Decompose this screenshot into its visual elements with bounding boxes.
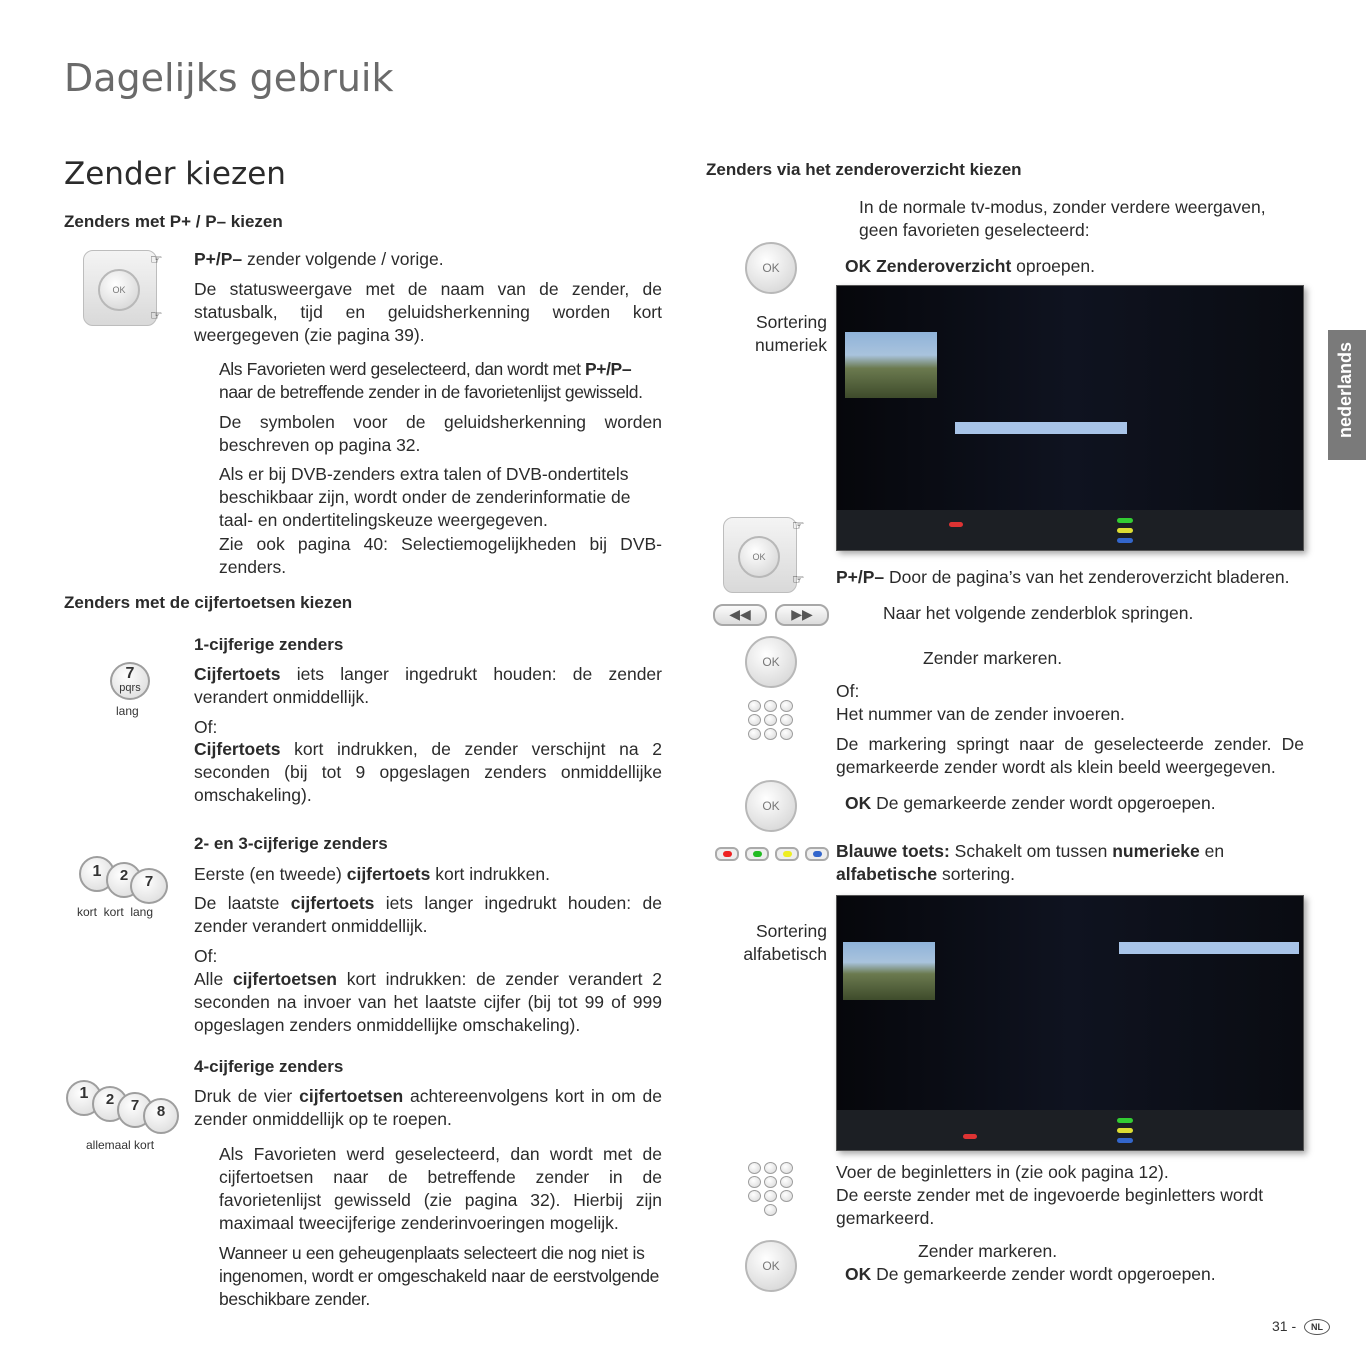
green-button-icon: [1117, 518, 1133, 523]
enter-letters-text: Voer de beginletters in (zie ook pagina 12).: [836, 1162, 1169, 1182]
page-title: Dagelijks gebruik: [64, 56, 394, 100]
number-keypad-icon: [748, 1162, 796, 1222]
enter-number-text: Het nummer van de zender invoeren.: [836, 704, 1125, 724]
yellow-button-icon: [1117, 1128, 1133, 1133]
ok-button-icon: OK: [745, 780, 797, 832]
ok-button-icon: OK: [745, 242, 797, 294]
red-key-icon: [715, 847, 739, 861]
digit-key-1-icon: 1: [79, 856, 115, 892]
ok-navigation-icon: OK: [745, 636, 797, 688]
screen-button-bar: [837, 1110, 1303, 1150]
number-keypad-icon: [748, 700, 796, 748]
key-press-label: lang: [116, 704, 139, 718]
or-label: Of:: [194, 946, 218, 966]
mark-channel-text: Zender markeren.: [923, 648, 1063, 668]
remote-control-icon: [723, 517, 797, 593]
finger-press-icon: ☞: [792, 518, 805, 534]
two-three-digit-title: 2- en 3-cijferige zenders: [194, 834, 388, 853]
or-label: Of:: [836, 681, 860, 701]
two-three-digit-text-1: Eerste (en tweede) cijfertoets kort indrukken.: [194, 864, 550, 884]
sort-numeric-label: Sortering numeriek: [755, 312, 827, 355]
heading-channel-overview: Zenders via het zenderoverzicht kiezen: [706, 160, 1022, 179]
next-block-text: Naar het volgende zenderblok springen.: [883, 603, 1194, 623]
channel-overview-screen-numeric: [836, 285, 1304, 551]
screen-button-bar: [837, 510, 1303, 550]
ok-call-text: OK De gemarkeerde zender wordt opgeroepen.: [845, 1264, 1216, 1284]
selection-highlight-bar: [955, 422, 1127, 434]
one-digit-text-2: Cijfertoets kort indrukken, de zender verschijnt na 2 seconden (bij tot 9 opgeslagen zenders onmiddellijke omschakeling).: [194, 739, 662, 805]
blue-key-text: Blauwe toets: Schakelt om tussen numerieke en alfabetische sortering.: [836, 841, 1225, 884]
memory-slot-note: Wanneer u een geheugenplaats selecteert die nog niet is ingenomen, wordt er omgeschakeld naar de eerstvolgende beschikbare zender.: [219, 1243, 660, 1309]
favorites-note: Als Favorieten werd geselecteerd, dan wordt met P+/P– naar de betreffende zender in de favorietenlijst gewisseld.: [219, 359, 643, 402]
ok-button-icon: OK: [98, 269, 140, 311]
digit-key-8-icon: 8: [143, 1098, 179, 1134]
dvb-languages-note: Als er bij DVB-zenders extra talen of DVB-ondertitels beschikbaar zijn, wordt onder de zenderinformatie de taal- en ondertitelingskeuze weergegeven.: [219, 464, 631, 530]
intro-text: In de normale tv-modus, zonder verdere weergaven, geen favorieten geselecteerd:: [859, 197, 1266, 240]
page-through-text: P+/P– Door de pagina’s van het zenderoverzicht bladeren.: [836, 567, 1290, 587]
key-press-label: kort kort lang: [77, 905, 154, 919]
yellow-button-icon: [1117, 528, 1133, 533]
sound-symbols-note: De symbolen voor de geluidsherkenning worden beschreven op pagina 32.: [219, 412, 662, 455]
digit-key-1-icon: 1: [66, 1080, 102, 1116]
first-marked-text: De eerste zender met de ingevoerde beginletters wordt gemarkeerd.: [836, 1185, 1264, 1228]
language-side-tab: [1328, 330, 1366, 460]
red-button-icon: [963, 1134, 977, 1139]
one-digit-text-1: Cijfertoets iets langer ingedrukt houden: de zender verandert onmiddellijk.: [194, 664, 662, 707]
blue-button-icon: [1117, 538, 1133, 543]
four-digit-title: 4-cijferige zenders: [194, 1057, 344, 1076]
channel-overview-screen-alphabetic: [836, 895, 1304, 1151]
digit-key-7-icon: 7: [130, 868, 168, 904]
finger-press-icon: ☞: [792, 572, 805, 588]
digit-key-7-icon: 7 pqrs: [110, 662, 150, 700]
dvb-see-also-note: Zie ook pagina 40: Selectiemogelijkheden bij DVB-zenders.: [219, 534, 662, 577]
two-three-digit-text-2: De laatste cijfertoets iets langer ingedrukt houden: de zender verandert onmiddellijk.: [194, 893, 663, 936]
forward-button-icon: ▶▶: [775, 604, 829, 626]
mark-channel-text: Zender markeren.: [918, 1241, 1058, 1261]
channel-preview-image: [845, 332, 937, 398]
channel-preview-image: [843, 942, 935, 1000]
sort-alphabetic-label: Sortering alfabetisch: [743, 921, 827, 964]
blue-button-icon: [1117, 1138, 1133, 1143]
side-tab-label: nederlands: [1335, 341, 1355, 438]
blue-key-icon: [805, 847, 829, 861]
four-digit-text: Druk de vier cijfertoetsen achtereenvolgens kort in om de zender onmiddellijk op te roepen.: [194, 1086, 662, 1129]
status-display-text: De statusweergave met de naam van de zender, de statusbalk, tijd en geluidsherkenning worden kort weergegeven (zie pagina 39).: [194, 279, 662, 345]
remote-control-icon: [83, 250, 157, 326]
ok-button-icon: OK: [738, 536, 780, 578]
finger-press-icon: ☞: [150, 252, 163, 268]
section-title: Zender kiezen: [64, 156, 286, 192]
language-badge: NL: [1304, 1319, 1330, 1335]
rewind-button-icon: ◀◀: [713, 604, 767, 626]
ok-channel-overview: OK Zenderoverzicht oproepen.: [845, 256, 1095, 276]
selection-highlight-bar: [1119, 942, 1299, 954]
ok-button-icon: OK: [745, 1240, 797, 1292]
red-button-icon: [949, 522, 963, 527]
two-three-digit-text-3: Alle cijfertoetsen kort indrukken: de zender verandert 2 seconden na invoer van het laatste cijfer (bij tot 99 of 999 opgeslagen zenders onmiddellijke omschakeling).: [194, 969, 662, 1035]
green-key-icon: [745, 847, 769, 861]
finger-press-icon: ☞: [150, 308, 163, 324]
key-press-label: allemaal kort: [86, 1138, 155, 1152]
four-digit-favorites-note: Als Favorieten werd geselecteerd, dan wordt met de cijfertoetsen naar de betreffende zender in de favorietenlijst gewisseld (zie pagina 32). Hierbij zijn maximaal tweecijferige zenderinvoeringen mogelijk.: [219, 1144, 662, 1233]
marker-jumps-text: De markering springt naar de geselecteerde zender. De gemarkeerde zender wordt als klein beeld weergegeven.: [836, 734, 1304, 777]
digit-key-7-icon: 7: [117, 1092, 153, 1128]
ok-call-text: OK De gemarkeerde zender wordt opgeroepen.: [845, 793, 1216, 813]
heading-p-keys: Zenders met P+ / P– kiezen: [64, 212, 283, 231]
green-button-icon: [1117, 1118, 1133, 1123]
page-number: 31 -: [1272, 1318, 1297, 1334]
yellow-key-icon: [775, 847, 799, 861]
digit-key-2-icon: 2: [92, 1086, 128, 1122]
heading-digit-keys: Zenders met de cijfertoetsen kiezen: [64, 593, 353, 612]
p-keys-line: P+/P– zender volgende / vorige.: [194, 249, 444, 269]
or-label: Of:: [194, 717, 218, 737]
digit-key-2-icon: 2: [106, 862, 142, 898]
one-digit-title: 1-cijferige zenders: [194, 635, 344, 654]
